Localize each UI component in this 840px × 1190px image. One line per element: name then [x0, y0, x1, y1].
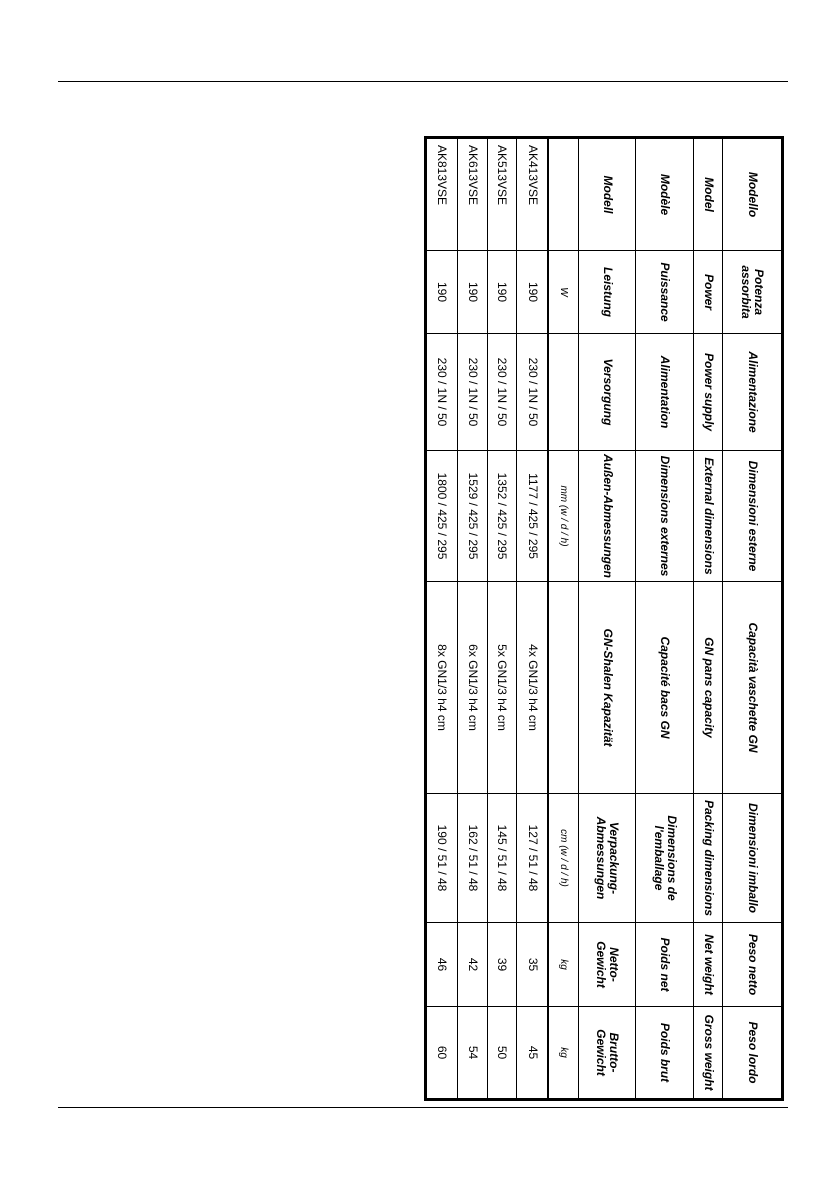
table-cell: 230 / 1N / 50 [487, 334, 517, 451]
header-cell: Modello [723, 138, 783, 251]
table-row [517, 138, 548, 1100]
header-cell: GN pans capacity [693, 582, 723, 794]
header-cell: Alimentation [636, 334, 693, 451]
header-cell: Power [693, 251, 723, 334]
table-row [457, 138, 487, 1100]
table-cell: 6x GN1/3 h4 cm [457, 582, 487, 794]
header-cell: Dimensions externes [636, 451, 693, 582]
header-cell: Gross weight [693, 1007, 723, 1100]
header-row-english [693, 138, 723, 1100]
header-cell: GN-Shalen Kapazität [579, 582, 636, 794]
unit-cell: cm (w / d / h) [548, 794, 579, 923]
header-cell: Poids brut [636, 1007, 693, 1100]
model-cell: AK813VSE [426, 138, 458, 251]
header-row-german [579, 138, 636, 1100]
model-cell: AK413VSE [517, 138, 548, 251]
header-cell: Modell [579, 138, 636, 251]
header-cell: Capacità vaschette GN [723, 582, 783, 794]
header-cell: Netto-Gewicht [579, 923, 636, 1007]
unit-cell: kg [548, 1007, 579, 1100]
table-cell: 230 / 1N / 50 [457, 334, 487, 451]
unit-cell [548, 138, 579, 251]
unit-cell: mm (w / d / h) [548, 451, 579, 582]
table-cell: 145 / 51 / 48 [487, 794, 517, 923]
header-rule [58, 81, 788, 82]
header-row-french [636, 138, 693, 1100]
table-cell: 54 [457, 1007, 487, 1100]
table-cell: 1352 / 425 / 295 [487, 451, 517, 582]
header-cell: Capacité bacs GN [636, 582, 693, 794]
header-cell: Alimentazione [723, 334, 783, 451]
header-cell: Model [693, 138, 723, 251]
header-cell: Außen-Abmessungen [579, 451, 636, 582]
unit-cell: W [548, 251, 579, 334]
table-cell: 39 [487, 923, 517, 1007]
table-row [487, 138, 517, 1100]
header-cell: Packing dimensions [693, 794, 723, 923]
spec-table-frame [424, 136, 784, 1098]
table-cell: 4x GN1/3 h4 cm [517, 582, 548, 794]
unit-cell [548, 582, 579, 794]
table-cell: 162 / 51 / 48 [457, 794, 487, 923]
model-cell: AK613VSE [457, 138, 487, 251]
header-cell: Poids net [636, 923, 693, 1007]
header-cell: Leistung [579, 251, 636, 334]
header-cell: Brutto-Gewicht [579, 1007, 636, 1100]
spec-table [424, 136, 784, 1101]
table-cell: 1529 / 425 / 295 [457, 451, 487, 582]
units-row [548, 138, 579, 1100]
header-cell: Verpackung-Abmessungen [579, 794, 636, 923]
model-cell: AK513VSE [487, 138, 517, 251]
table-cell: 35 [517, 923, 548, 1007]
header-cell: Power supply [693, 334, 723, 451]
table-cell: 230 / 1N / 50 [426, 334, 458, 451]
header-cell: Modèle [636, 138, 693, 251]
footer-rule [58, 1107, 788, 1108]
header-cell: Dimensioni esterne [723, 451, 783, 582]
table-cell: 127 / 51 / 48 [517, 794, 548, 923]
table-cell: 190 [487, 251, 517, 334]
header-cell: External dimensions [693, 451, 723, 582]
table-cell: 46 [426, 923, 458, 1007]
table-cell: 190 [517, 251, 548, 334]
header-cell: Peso netto [723, 923, 783, 1007]
table-cell: 8x GN1/3 h4 cm [426, 582, 458, 794]
table-cell: 45 [517, 1007, 548, 1100]
unit-cell: kg [548, 923, 579, 1007]
table-cell: 42 [457, 923, 487, 1007]
table-cell: 190 / 51 / 48 [426, 794, 458, 923]
header-row-italian [723, 138, 783, 1100]
table-cell: 50 [487, 1007, 517, 1100]
unit-cell [548, 334, 579, 451]
header-cell: Peso lordo [723, 1007, 783, 1100]
table-row [426, 138, 458, 1100]
header-cell: Dimensions de l'emballage [636, 794, 693, 923]
table-cell: 5x GN1/3 h4 cm [487, 582, 517, 794]
header-cell: Potenza assorbita [723, 251, 783, 334]
table-cell: 230 / 1N / 50 [517, 334, 548, 451]
table-cell: 1800 / 425 / 295 [426, 451, 458, 582]
table-cell: 190 [457, 251, 487, 334]
header-cell: Net weight [693, 923, 723, 1007]
spec-table-rotated [424, 136, 784, 1098]
table-cell: 190 [426, 251, 458, 334]
table-cell: 1177 / 425 / 295 [517, 451, 548, 582]
header-cell: Versorgung [579, 334, 636, 451]
header-cell: Dimensioni imballo [723, 794, 783, 923]
header-cell: Puissance [636, 251, 693, 334]
table-cell: 60 [426, 1007, 458, 1100]
